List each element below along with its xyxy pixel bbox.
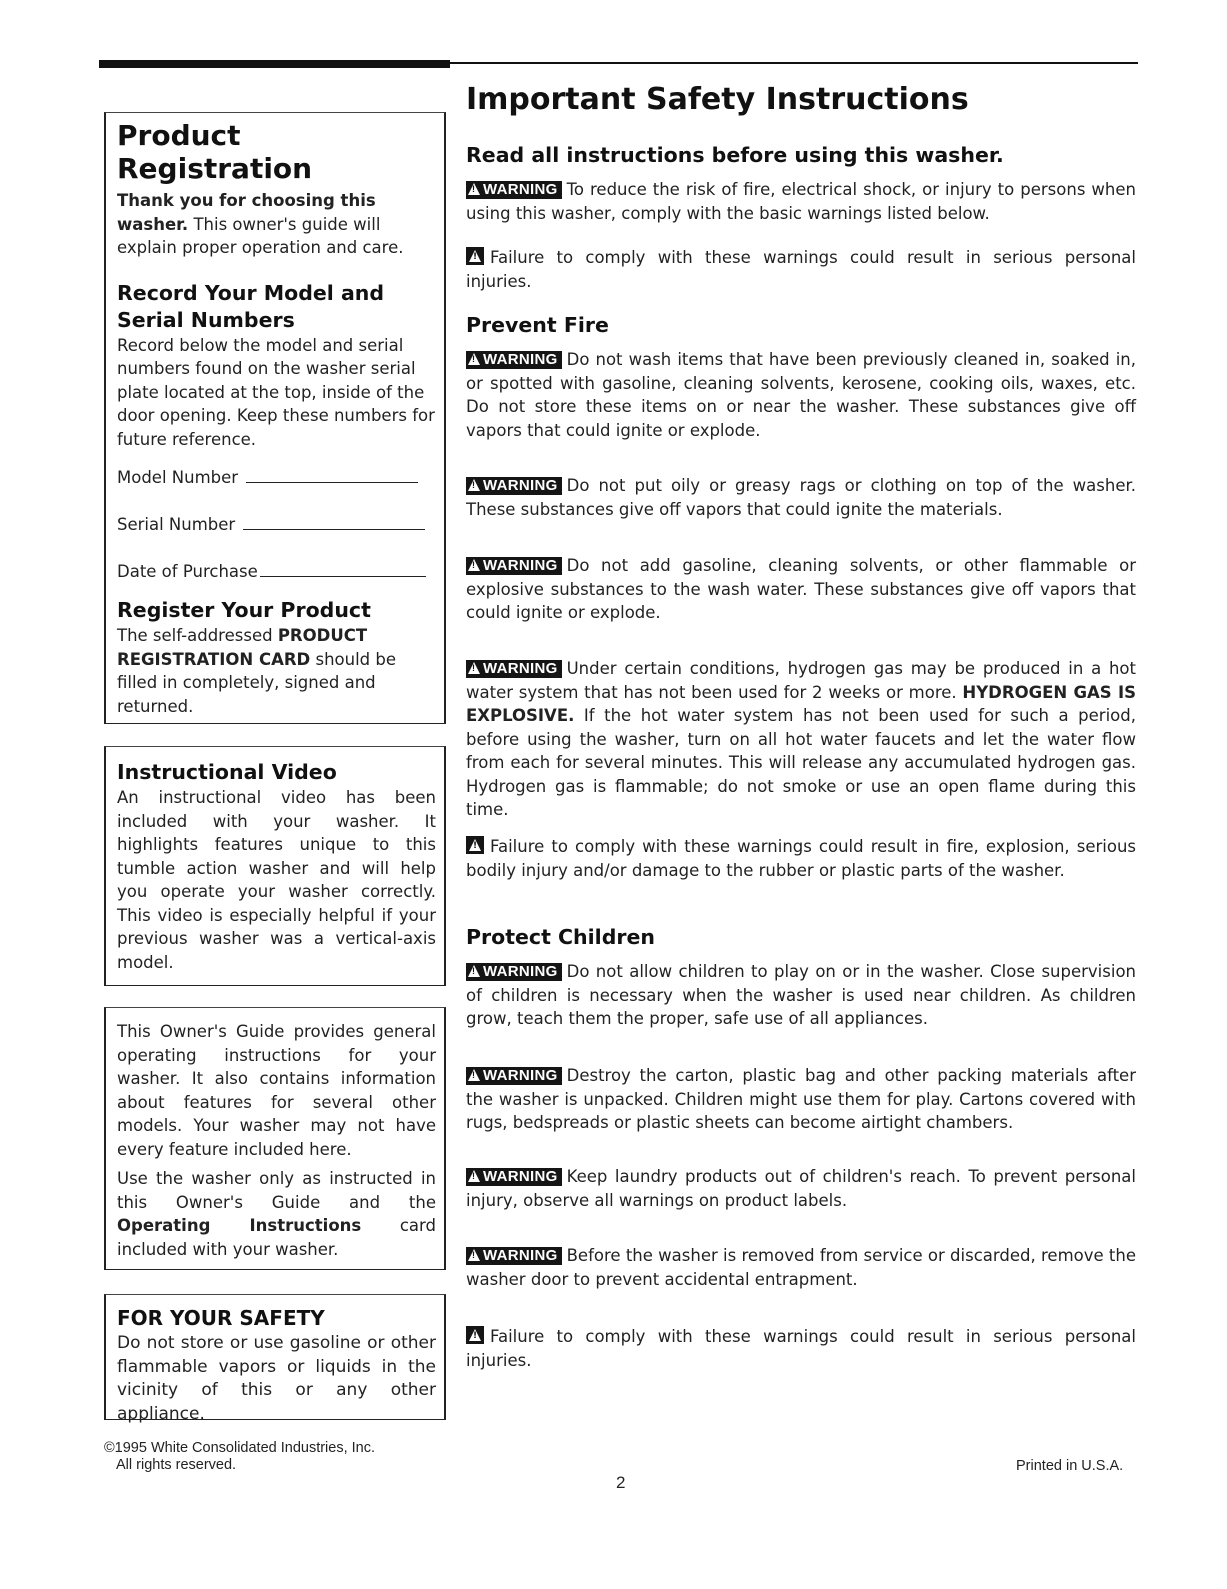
- copyright: ©1995 White Consolidated Industries, Inc. All rights reserved.: [104, 1440, 376, 1473]
- warning-fire-2: !WARNING Do not put oily or greasy rags or clothing on top of the washer. These substances give off vapors that could ignite the materials.: [466, 474, 1136, 521]
- guide-text-1: This Owner's Guide provides general operating instructions for your washer. It also contains information about features for several other models. Your washer may not have every feature included here.: [117, 1022, 436, 1159]
- registration-title: Product Registration: [117, 119, 313, 185]
- page-title: Important Safety Instructions: [466, 82, 969, 117]
- failure-fire: !Failure to comply with these warnings could result in fire, explosion, serious bodily injury and/or damage to the rubber or plastic parts of the washer.: [466, 835, 1136, 882]
- alert-icon: [466, 247, 484, 265]
- warning-icon: !WARNING: [466, 963, 562, 981]
- protect-children-heading: Protect Children: [466, 925, 655, 949]
- warning-icon: !WARNING: [466, 660, 562, 678]
- warning-read: !WARNING To reduce the risk of fire, electrical shock, or injury to persons when using this washer, comply with the basic warnings listed below.: [466, 178, 1136, 225]
- top-rule-thin: [450, 62, 1138, 64]
- video-heading: Instructional Video: [117, 760, 337, 784]
- guide-text-2: Use the washer only as instructed in this Owner's Guide and the Operating Instructions card included with your washer.: [117, 1169, 436, 1259]
- serial-number-field[interactable]: Serial Number: [117, 510, 436, 534]
- safety-heading: FOR YOUR SAFETY: [117, 1306, 325, 1330]
- warning-child-4: !WARNING Before the washer is removed from service or discarded, remove the washer door to prevent accidental entrapment.: [466, 1244, 1136, 1291]
- warning-icon: !WARNING: [466, 1168, 562, 1186]
- record-heading: Record Your Model and Serial Numbers: [117, 280, 385, 332]
- warning-icon: !WARNING: [466, 1067, 562, 1085]
- warning-fire-1: !WARNING Do not wash items that have been previously cleaned in, soaked in, or spotted with gasoline, cleaning solvents, kerosene, cooking oils, waxes, etc. Do not store these items on or near the washer. These substances give off vapors that could ignite or explode.: [466, 348, 1136, 442]
- alert-icon: [466, 1326, 484, 1344]
- record-text: Record below the model and serial numbers found on the washer serial plate located at the top, inside of the door opening. Keep these numbers for future reference.: [117, 335, 435, 449]
- page-number: 2: [616, 1473, 626, 1492]
- warning-child-1: !WARNING Do not allow children to play on or in the washer. Close supervision of children is necessary when the washer is used near children. As children grow, teach them the proper, safe use of all appliances.: [466, 960, 1136, 1031]
- top-rule-thick: [99, 60, 450, 68]
- warning-icon: !WARNING: [466, 557, 562, 575]
- warning-fire-4: !WARNING Under certain conditions, hydrogen gas may be produced in a hot water system that has not been used for 2 weeks or more. HYDROGEN GAS IS EXPLOSIVE. If the hot water system has not been used for such a period, before using the washer, turn on all hot water faucets and let the water flow from each for several minutes. This will release any accumulated hydrogen gas. Hydrogen gas is flammable; do not smoke or use an open flame during this time.: [466, 657, 1136, 822]
- failure-child: !Failure to comply with these warnings could result in serious personal injuries.: [466, 1325, 1136, 1372]
- warning-icon: !WARNING: [466, 351, 562, 369]
- prevent-fire-heading: Prevent Fire: [466, 313, 609, 337]
- read-instructions-heading: Read all instructions before using this washer.: [466, 143, 1004, 167]
- register-text: The self-addressed PRODUCT REGISTRATION CARD should be filled in completely, signed and returned.: [117, 626, 397, 716]
- register-heading: Register Your Product: [117, 598, 371, 622]
- product-registration-box: [104, 112, 446, 724]
- registration-thanks: Thank you for choosing this washer. This owner's guide will explain proper operation and care.: [117, 191, 404, 257]
- video-text: An instructional video has been included with your washer. It highlights features unique to this tumble action washer and will help you operate your washer correctly. This video is especially helpful if your previous washer was a vertical-axis model.: [117, 788, 436, 972]
- owners-guide-box: [104, 1007, 446, 1270]
- instructional-video-box: [104, 746, 446, 986]
- warning-icon: !WARNING: [466, 1247, 562, 1265]
- model-number-field[interactable]: Model Number: [117, 463, 436, 487]
- warning-icon: !WARNING: [466, 181, 562, 199]
- warning-child-3: !WARNING Keep laundry products out of children's reach. To prevent personal injury, observe all warnings on product labels.: [466, 1165, 1136, 1212]
- alert-icon: [466, 836, 484, 854]
- warning-child-2: !WARNING Destroy the carton, plastic bag and other packing materials after the washer is unpacked. Children might use them for play. Cartons covered with rugs, bedspreads or plastic sheets can become airtight chambers.: [466, 1064, 1136, 1135]
- warning-fire-3: !WARNING Do not add gasoline, cleaning solvents, or other flammable or explosive substances to the wash water. These substances give off vapors that could ignite or explode.: [466, 554, 1136, 625]
- printed-in: Printed in U.S.A.: [1016, 1458, 1124, 1474]
- for-your-safety-box: [104, 1294, 446, 1424]
- warning-icon: !WARNING: [466, 477, 562, 495]
- date-of-purchase-field[interactable]: Date of Purchase: [117, 557, 436, 581]
- safety-text: Do not store or use gasoline or other flammable vapors or liquids in the vicinity of this or any other appliance.: [117, 1333, 436, 1424]
- failure-read: !Failure to comply with these warnings could result in serious personal injuries.: [466, 246, 1136, 293]
